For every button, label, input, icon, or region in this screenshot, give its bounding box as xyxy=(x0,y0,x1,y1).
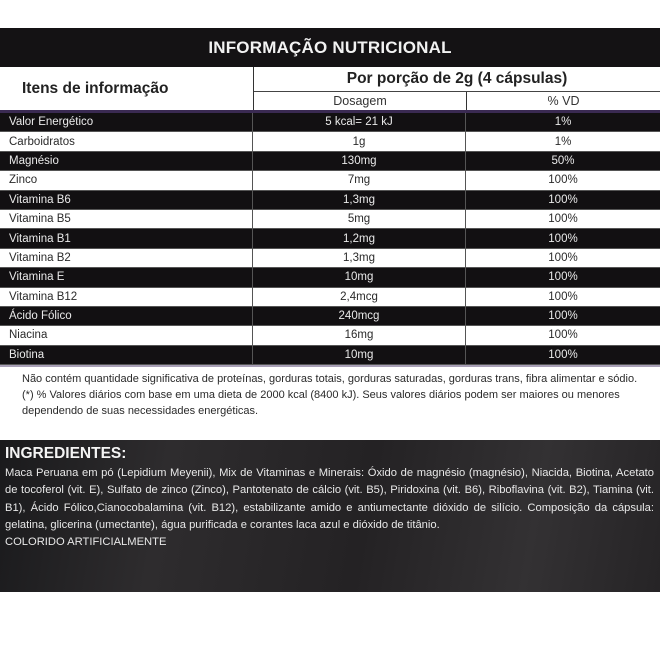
vd-column-header: % VD xyxy=(547,94,580,108)
note-daily-values: (*) % Valores diários com base em uma dieta de 2000 kcal (8400 kJ). Seus valores diários podem ser maiores ou menores dependendo de suas necessidades energéticas. xyxy=(22,389,620,418)
row-item: Zinco xyxy=(0,171,253,189)
row-dosage: 7mg xyxy=(253,171,466,189)
row-dosage: 5mg xyxy=(253,210,466,228)
row-item: Carboidratos xyxy=(0,132,253,150)
table-row xyxy=(0,152,660,171)
row-dosage: 1,3mg xyxy=(253,249,466,267)
row-dosage: 5 kcal= 21 kJ xyxy=(253,113,466,131)
row-item: Vitamina B1 xyxy=(0,229,253,247)
row-item: Vitamina B2 xyxy=(0,249,253,267)
row-vd: 1% xyxy=(554,135,572,148)
ingredients-text: Maca Peruana em pó (Lepidium Meyenii), Mix de Vitaminas e Minerais: Óxido de magnésio (magnésio), Niacida, Biotina, Acetato de tocoferol (vit. E), Sulfato de zinco (Zinco), Pantotenato de cálcio (vit. B5), Piridoxina (vit. B6), Riboflavina (vit. B2), Tiamina (vit. B1), Ácido Fólico,Cianocobalamina (vit. B12), estabilizante amido e antiumectante dióxido de silício. Composição da cápsula: gelatina, glicerina (umectante), água purificada e corantes laca azul e dióxido de titânio. xyxy=(5,467,654,531)
table-row xyxy=(0,307,660,326)
note-not-significant: Não contém quantidade significativa de proteínas, gorduras totais, gorduras saturadas, gorduras trans, fibra alimentar e sódio. xyxy=(22,373,638,386)
row-dosage: 240mcg xyxy=(253,307,466,325)
artificial-color-notice: COLORIDO ARTIFICIALMENTE xyxy=(5,536,167,549)
row-item: Valor Energético xyxy=(0,113,253,131)
row-dosage: 16mg xyxy=(253,326,466,344)
row-vd: 100% xyxy=(548,213,578,226)
row-vd: 100% xyxy=(548,348,578,361)
row-vd: 1% xyxy=(554,116,572,129)
row-vd: 100% xyxy=(548,251,578,264)
row-dosage: 1,3mg xyxy=(253,191,466,209)
row-item: Biotina xyxy=(0,346,253,364)
portion-title: Por porção de 2g (4 cápsulas) xyxy=(254,67,660,92)
table-row xyxy=(0,210,660,229)
row-dosage: 10mg xyxy=(253,268,466,286)
row-vd: 100% xyxy=(548,329,578,342)
nutrition-notes xyxy=(0,367,660,420)
ingredients-section xyxy=(0,440,660,592)
row-dosage: 10mg xyxy=(253,346,466,364)
items-column-header: Itens de informação xyxy=(22,79,169,97)
dosage-column-header: Dosagem xyxy=(254,92,467,110)
row-vd: 100% xyxy=(548,174,578,187)
row-vd: 100% xyxy=(548,310,578,323)
table-bottom-divider xyxy=(0,365,660,367)
nutrition-table-body xyxy=(0,113,660,365)
table-row xyxy=(0,229,660,248)
row-dosage: 1g xyxy=(253,132,466,150)
table-row xyxy=(0,288,660,307)
table-row xyxy=(0,132,660,151)
table-row xyxy=(0,326,660,345)
table-header xyxy=(0,67,660,113)
row-vd: 100% xyxy=(548,290,578,303)
nutrition-panel xyxy=(0,28,660,420)
row-item: Ácido Fólico xyxy=(0,307,253,325)
row-dosage: 130mg xyxy=(253,152,466,170)
row-item: Niacina xyxy=(0,326,253,344)
ingredients-title: INGREDIENTES: xyxy=(5,445,127,462)
row-dosage: 2,4mcg xyxy=(253,288,466,306)
row-item: Magnésio xyxy=(0,152,253,170)
row-vd: 50% xyxy=(551,154,575,167)
row-vd: 100% xyxy=(548,271,578,284)
row-vd: 100% xyxy=(548,193,578,206)
table-row xyxy=(0,171,660,190)
table-row xyxy=(0,346,660,365)
portion-subheader xyxy=(254,92,660,110)
row-dosage: 1,2mg xyxy=(253,229,466,247)
table-row xyxy=(0,268,660,287)
table-row xyxy=(0,113,660,132)
nutrition-title: INFORMAÇÃO NUTRICIONAL xyxy=(0,28,660,67)
table-row xyxy=(0,191,660,210)
row-item: Vitamina B6 xyxy=(0,191,253,209)
row-vd: 100% xyxy=(548,232,578,245)
row-item: Vitamina B5 xyxy=(0,210,253,228)
table-row xyxy=(0,249,660,268)
row-item: Vitamina B12 xyxy=(0,288,253,306)
row-item: Vitamina E xyxy=(0,268,253,286)
portion-column-header xyxy=(253,67,660,110)
